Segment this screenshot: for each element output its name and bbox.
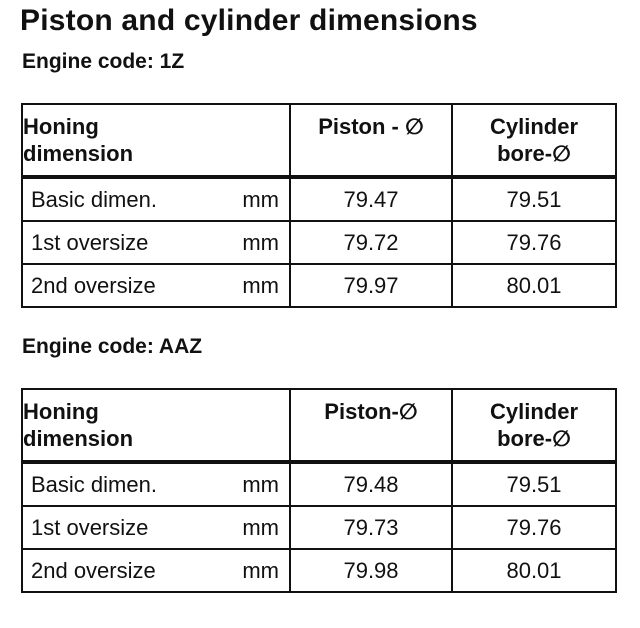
piston-value: 79.72	[290, 221, 452, 264]
table-row	[22, 462, 616, 506]
dimension-label: 2nd oversize	[31, 557, 156, 583]
dimension-label: 1st oversize	[31, 229, 149, 255]
piston-value: 79.98	[290, 549, 452, 592]
table-row	[22, 549, 616, 592]
piston-diameter-header	[290, 389, 452, 462]
piston-value: 79.47	[290, 177, 452, 221]
header-text: Piston - ∅	[318, 114, 424, 139]
dimensions-table	[21, 103, 617, 308]
row-label	[22, 506, 290, 549]
table-row	[22, 264, 616, 307]
unit-label: mm	[242, 514, 279, 540]
unit-label: mm	[242, 186, 279, 212]
engine-code-heading: Engine code: 1Z	[22, 50, 185, 73]
dimension-label: Basic dimen.	[31, 186, 157, 212]
cylinder-bore-header	[452, 104, 616, 177]
engine-code-heading: Engine code: AAZ	[22, 335, 203, 358]
cylinder-value: 79.76	[452, 506, 616, 549]
cylinder-value: 80.01	[452, 264, 616, 307]
header-text: Honing	[23, 114, 99, 139]
table-row	[22, 177, 616, 221]
unit-label: mm	[242, 557, 279, 583]
piston-value: 79.97	[290, 264, 452, 307]
cylinder-value: 79.51	[452, 462, 616, 506]
row-label	[22, 549, 290, 592]
header-text: Cylinder	[489, 114, 579, 139]
header-text: Cylinder	[489, 399, 579, 424]
cylinder-value: 79.51	[452, 177, 616, 221]
honing-dimension-header	[22, 104, 290, 177]
unit-label: mm	[242, 471, 279, 497]
row-label	[22, 177, 290, 221]
page-title: Piston and cylinder dimensions	[20, 4, 478, 37]
piston-value: 79.48	[290, 462, 452, 506]
header-text: dimension	[23, 426, 134, 451]
cylinder-value: 79.76	[452, 221, 616, 264]
row-label	[22, 264, 290, 307]
dimension-label: 1st oversize	[31, 514, 149, 540]
header-text: Honing	[23, 399, 99, 424]
header-text: dimension	[23, 141, 134, 166]
table-row	[22, 506, 616, 549]
unit-label: mm	[242, 229, 279, 255]
header-text: bore-∅	[497, 141, 571, 166]
cylinder-bore-header	[452, 389, 616, 462]
piston-value: 79.73	[290, 506, 452, 549]
dimension-label: 2nd oversize	[31, 272, 156, 298]
table-header-row	[22, 389, 616, 462]
honing-dimension-header	[22, 389, 290, 462]
row-label	[22, 221, 290, 264]
piston-diameter-header	[290, 104, 452, 177]
unit-label: mm	[242, 272, 279, 298]
table-header-row	[22, 104, 616, 177]
row-label	[22, 462, 290, 506]
header-text: Piston-∅	[324, 399, 418, 424]
dimensions-table	[21, 388, 617, 593]
table-row	[22, 221, 616, 264]
header-text: bore-∅	[497, 426, 571, 451]
cylinder-value: 80.01	[452, 549, 616, 592]
dimension-label: Basic dimen.	[31, 471, 157, 497]
